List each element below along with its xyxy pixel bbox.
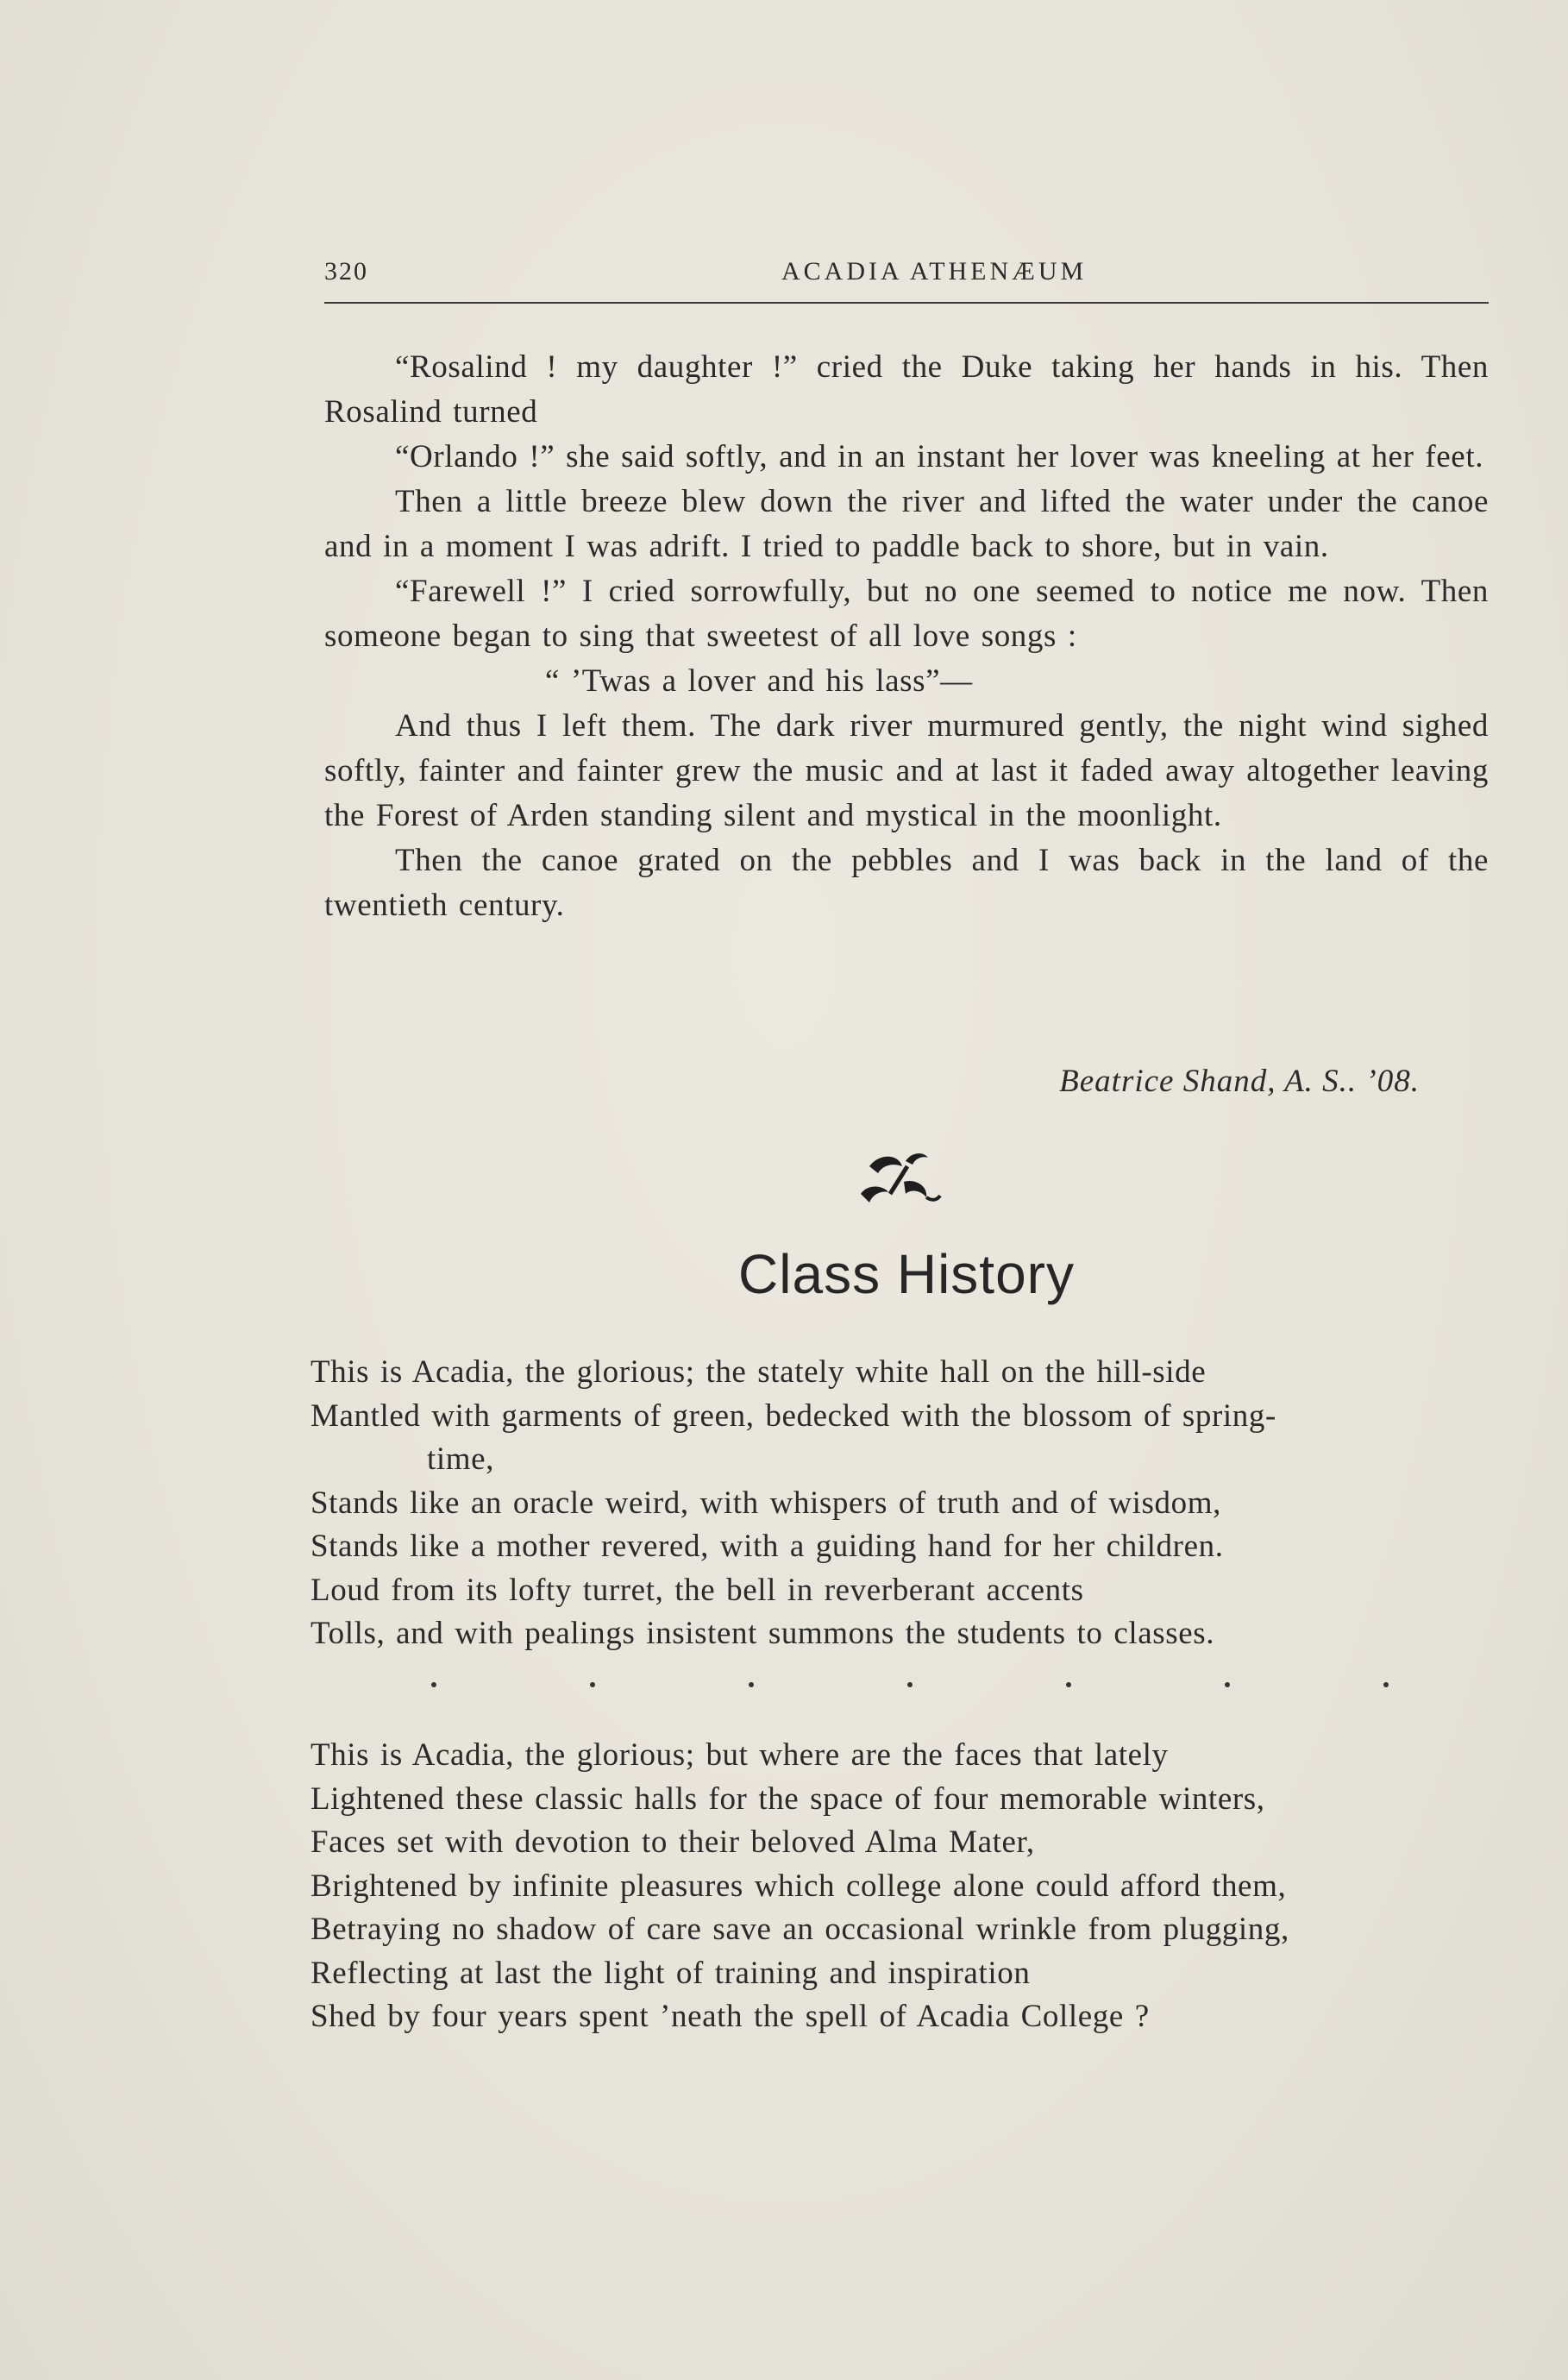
dot xyxy=(1383,1682,1389,1687)
dot xyxy=(1225,1682,1230,1687)
poem-line: Reflecting at last the light of training and inspiration xyxy=(310,1955,1031,1991)
paragraph: And thus I left them. The dark river murmured gently, the night wind sighed softly, fainter and fainter grew the music and at last it faded away altogether leaving the Forest of Arden standing silent and mystical in the moonlight. xyxy=(324,708,1489,833)
poem-line: Betraying no shadow of care save an occasional wrinkle from plugging, xyxy=(310,1912,1289,1947)
section-title: Class History xyxy=(738,1243,1075,1305)
poem-line: Mantled with garments of green, bedecked with the blossom of spring- xyxy=(310,1397,1276,1434)
poem-line: Stands like an oracle weird, with whispers of truth and of wisdom, xyxy=(310,1485,1221,1521)
story-conclusion xyxy=(324,345,1489,928)
poem-line: Stands like a mother revered, with a guiding hand for her children. xyxy=(310,1529,1224,1564)
poem-line: Shed by four years spent ’neath the spell of Acadia College ? xyxy=(310,1999,1150,2034)
paragraph: Then the canoe grated on the pebbles and I was back in the land of the twentieth century. xyxy=(324,843,1489,923)
poem-line: Brightened by infinite pleasures which college alone could afford them, xyxy=(310,1868,1287,1904)
poem-line: Loud from its lofty turret, the bell in reverberant accents xyxy=(310,1572,1084,1608)
header-rule xyxy=(324,302,1489,304)
poem-line-turnover: time, xyxy=(427,1441,495,1477)
poem-line: This is Acadia, the glorious; but where are the faces that lately xyxy=(310,1737,1169,1773)
dot xyxy=(1066,1682,1071,1687)
dot xyxy=(907,1682,913,1687)
page-header xyxy=(324,257,1489,292)
paragraph: “Rosalind ! my daughter !” cried the Duke taking her hands in his. Then Rosalind turned xyxy=(324,349,1489,430)
ellipsis-dots xyxy=(431,1682,1389,1699)
dot xyxy=(590,1682,595,1687)
poem-line: Lightened these classic halls for the space of four memorable winters, xyxy=(310,1780,1265,1817)
poem-line: This is Acadia, the glorious; the stately white hall on the hill-side xyxy=(310,1354,1207,1390)
dot xyxy=(749,1682,754,1687)
page-number: 320 xyxy=(324,257,368,286)
author-signature: Beatrice Shand, A. S.. ’08. xyxy=(1059,1064,1420,1099)
paragraph: Then a little breeze blew down the river and lifted the water under the canoe and in a moment I was adrift. I tried to paddle back to shore, but in vain. xyxy=(324,484,1489,564)
paragraph: “Orlando !” she said softly, and in an instant her lover was kneeling at her feet. xyxy=(395,439,1484,474)
dot xyxy=(431,1682,436,1687)
song-quote: “ ’Twas a lover and his lass”— xyxy=(545,663,973,699)
poem-line: Faces set with devotion to their beloved Alma Mater, xyxy=(310,1824,1035,1860)
fleuron-ornament-icon xyxy=(854,1140,949,1218)
paragraph: “Farewell !” I cried sorrowfully, but no one seemed to notice me now. Then someone began to sing that sweetest of all love songs : xyxy=(324,574,1489,654)
poem-stanza-one xyxy=(310,1351,1501,1656)
poem-line: Tolls, and with pealings insistent summons the students to classes. xyxy=(310,1616,1215,1651)
running-title: ACADIA ATHENÆUM xyxy=(781,257,1088,286)
poem-stanza-two xyxy=(310,1734,1501,2039)
